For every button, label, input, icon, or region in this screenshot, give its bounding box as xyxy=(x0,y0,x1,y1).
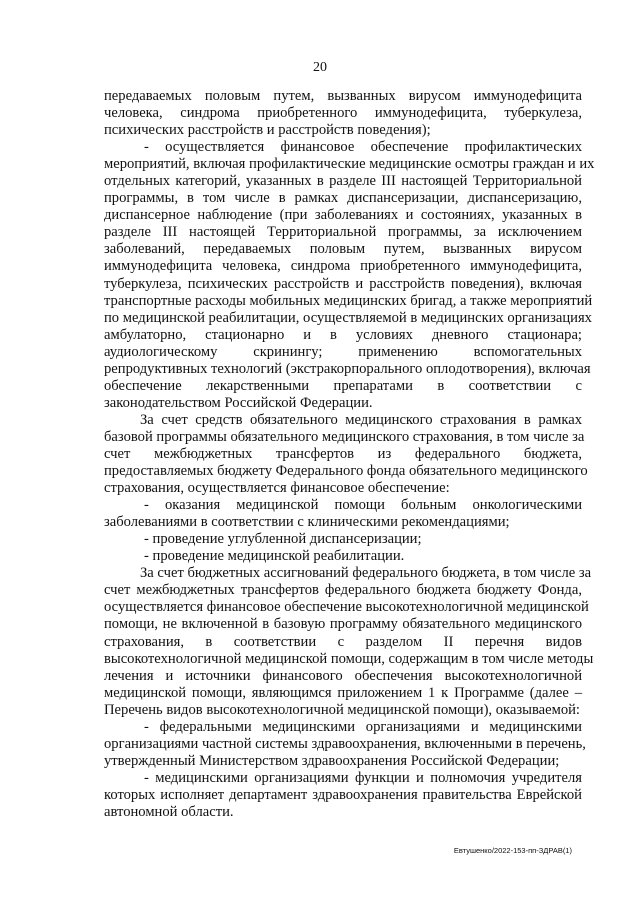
text-line: заболеваниями в соответствии с клиническими рекомендациями; xyxy=(104,514,510,531)
page-number: 20 xyxy=(313,60,327,75)
text-line: программы, в том числе в рамках диспансеризации, диспансеризацию, xyxy=(104,190,582,207)
text-line: лечения и источники финансового обеспечения высокотехнологичной xyxy=(104,667,582,684)
text-line: разделе III настоящей Территориальной программы, за исключением xyxy=(104,224,582,241)
text-line: - медицинскими организациями функции и полномочия учредителя xyxy=(144,769,582,786)
text-line: страхования, в соответствии с разделом II перечня видов xyxy=(104,633,582,650)
text-line: заболеваний, передаваемых половым путем, вызванных вирусом xyxy=(104,241,582,258)
text-line: осуществляется финансовое обеспечение высокотехнологичной медицинской xyxy=(104,599,589,616)
text-line: мероприятий, включая профилактические медицинские осмотры граждан и их xyxy=(104,156,595,173)
text-line: законодательством Российской Федерации. xyxy=(104,394,373,411)
text-line: диспансерное наблюдение (при заболеваниях и состояниях, указанных в xyxy=(104,207,582,224)
text-line: передаваемых половым путем, вызванных вирусом иммунодефицита xyxy=(104,88,582,104)
text-line: которых исполняет департамент здравоохранения правительства Еврейской xyxy=(104,786,582,803)
text-line: предоставляемых бюджету Федерального фонда обязательного медицинского xyxy=(104,463,588,480)
text-line: психических расстройств и расстройств поведения); xyxy=(104,122,431,139)
text-line: обеспечение лекарственными препаратами в соответствии с xyxy=(104,377,582,394)
text-line: базовой программы обязательного медицинского страхования, в том числе за xyxy=(104,428,585,445)
text-line: автономной области. xyxy=(104,803,234,820)
text-line: страхования, осуществляется финансовое обеспечение: xyxy=(104,480,450,497)
text-line: - федеральными медицинскими организациями и медицинскими xyxy=(144,718,582,735)
text-line: высокотехнологичной медицинской помощи, содержащим в том числе методы xyxy=(104,650,594,667)
text-line: туберкулеза, психических расстройств и расстройств поведения), включая xyxy=(104,275,582,292)
text-line: счет межбюджетных трансфертов из федерального бюджета, xyxy=(104,445,582,462)
text-line: счет межбюджетных трансфертов федерального бюджета бюджету Фонда, xyxy=(104,582,582,599)
text-line: отдельных категорий, указанных в разделе III настоящей Территориальной xyxy=(104,173,582,190)
text-line: - осуществляется финансовое обеспечение профилактических xyxy=(144,139,582,156)
text-line: Перечень видов высокотехнологичной медицинской помощи), оказываемой: xyxy=(104,701,580,718)
text-line: транспортные расходы мобильных медицинских бригад, а также мероприятий xyxy=(104,292,593,309)
document-body xyxy=(104,88,595,821)
text-line: медицинской помощи, являющимся приложением 1 к Программе (далее – xyxy=(104,684,582,701)
text-line: иммунодефицита человека, синдрома приобретенного иммунодефицита, xyxy=(104,258,582,275)
text-line: утвержденный Министерством здравоохранения Российской Федерации; xyxy=(104,752,560,769)
footer-document-code: Евтушенко/2022-153-пп-ЗДРАВ(1) xyxy=(453,846,572,855)
text-line: амбулаторно, стационарно и в условиях дневного стационара; xyxy=(104,326,582,343)
text-line: - проведение углубленной диспансеризации; xyxy=(144,531,422,548)
text-line: помощи, не включенной в базовую программу обязательного медицинского xyxy=(104,616,582,633)
text-line: За счет средств обязательного медицинского страхования в рамках xyxy=(140,411,582,428)
text-line: аудиологическому скринингу; применению вспомогательных xyxy=(104,343,582,360)
text-line: - оказания медицинской помощи больным онкологическими xyxy=(144,497,582,514)
text-line: - проведение медицинской реабилитации. xyxy=(144,548,405,565)
text-line: по медицинской реабилитации, осуществляемой в медицинских организациях xyxy=(104,309,592,326)
text-line: За счет бюджетных ассигнований федерального бюджета, в том числе за xyxy=(140,565,592,582)
text-line: организациями частной системы здравоохранения, включенными в перечень, xyxy=(104,735,586,752)
text-line: человека, синдрома приобретенного иммунодефицита, туберкулеза, xyxy=(104,105,582,122)
text-line: репродуктивных технологий (экстракорпорального оплодотворения), включая xyxy=(104,360,591,377)
